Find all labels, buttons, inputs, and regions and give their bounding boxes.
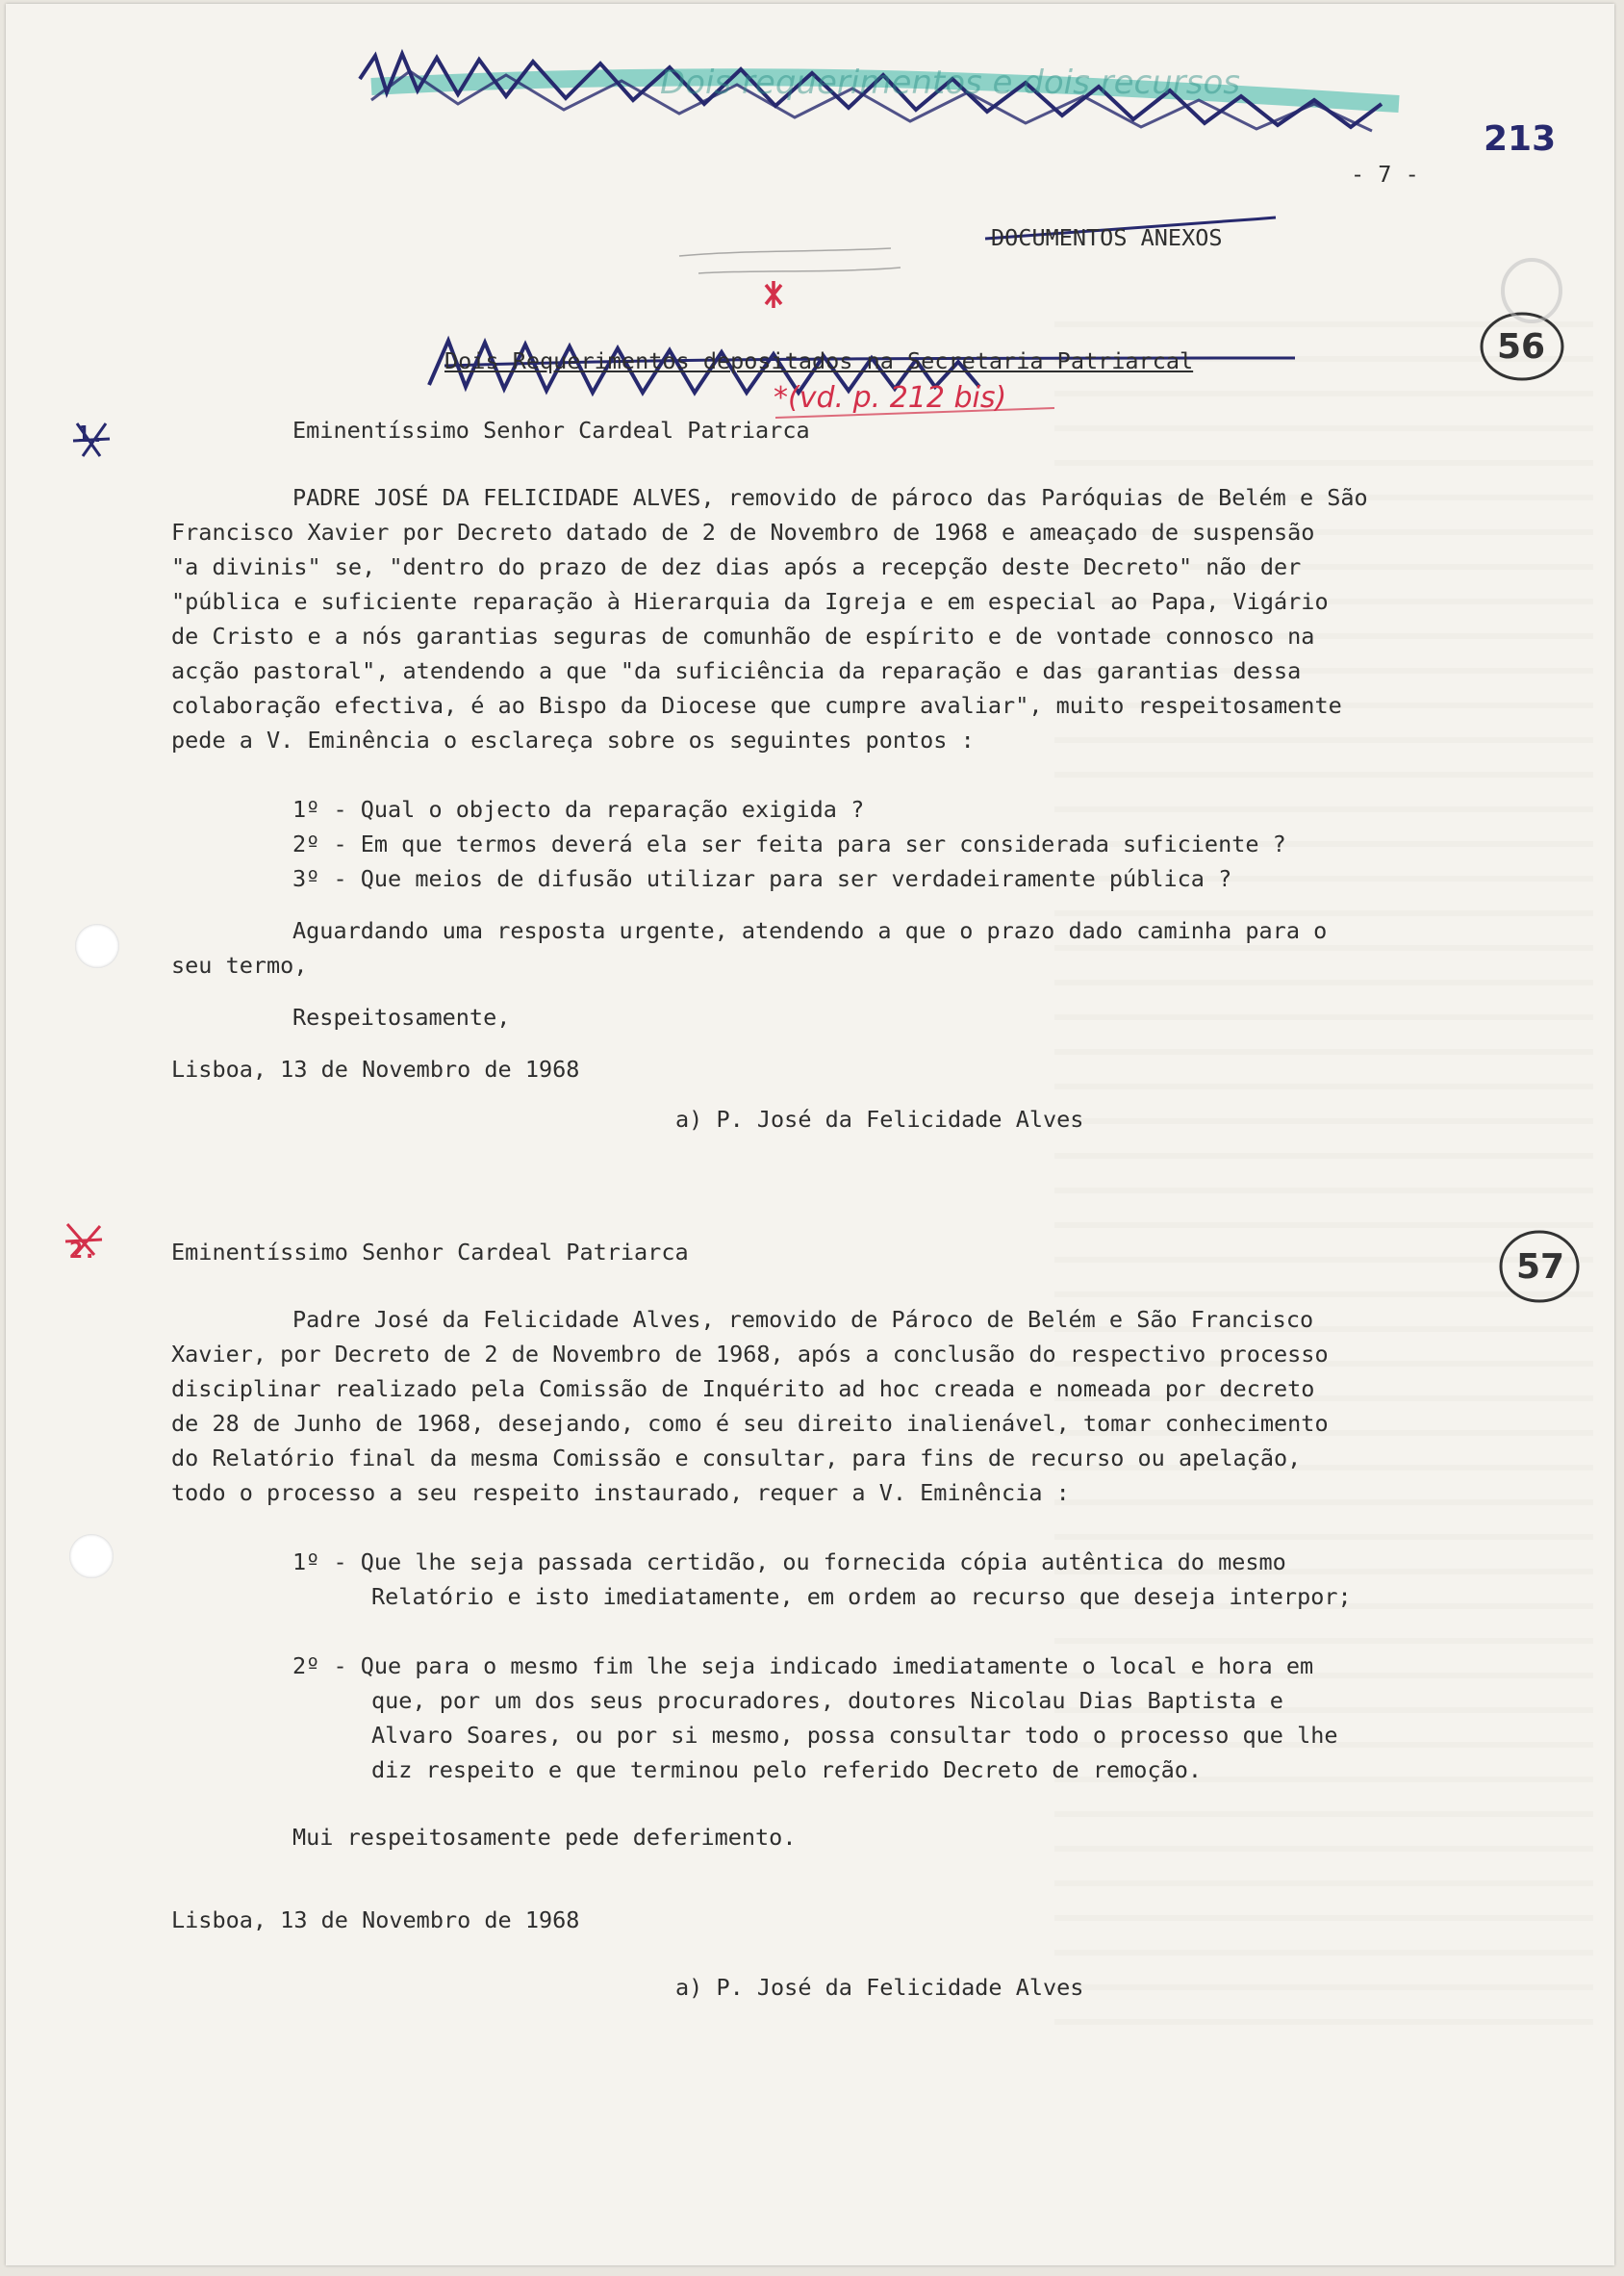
doc1-closing-line: seu termo, [171, 952, 308, 979]
doc1-body-line: pede a V. Eminência o esclareça sobre os seguintes pontos : [171, 727, 975, 754]
doc1-regards: Respeitosamente, [292, 1004, 511, 1031]
doc1-body-line: "pública e suficiente reparação à Hierarquia da Igreja e em especial ao Papa, Vigário [171, 588, 1329, 615]
doc2-date: Lisboa, 13 de Novembro de 1968 [171, 1906, 580, 1933]
section-heading: DOCUMENTOS ANEXOS [991, 224, 1223, 251]
doc2-point1-line: 1º - Que lhe seja passada certidão, ou fornecida cópia autêntica do mesmo [292, 1548, 1286, 1575]
reference-annotation: *(vd. p. 212 bis) [774, 381, 1007, 415]
doc2-body-line: todo o processo a seu respeito instaurado, requer a V. Eminência : [171, 1479, 1070, 1506]
doc2-body-line: disciplinar realizado pela Comissão de Inquérito ad hoc creada e nomeada por decreto [171, 1375, 1315, 1402]
pencil-note [679, 248, 901, 273]
doc1-body-line: Francisco Xavier por Decreto datado de 2 de Novembro de 1968 e ameaçado de suspensão [171, 519, 1315, 546]
doc2-body-line: de 28 de Junho de 1968, desejando, como é seu direito inalienável, tomar conhecimento [171, 1410, 1329, 1437]
doc2-body-line: do Relatório final da mesma Comissão e consultar, para fins de recurso ou apelação, [171, 1445, 1302, 1471]
doc1-body-line: acção pastoral", atendendo a que "da suficiência da reparação e das garantias dessa [171, 657, 1302, 684]
handwritten-annotation: Dois requerimentos e dois recursos [660, 64, 1240, 102]
doc1-point: 2º - Em que termos deverá ela ser feita para ser considerada suficiente ? [292, 831, 1286, 857]
doc2-salutation: Eminentíssimo Senhor Cardeal Patriarca [171, 1239, 689, 1266]
doc1-body-line: colaboração efectiva, é ao Bispo da Diocese que cumpre avaliar", muito respeitosamente [171, 692, 1342, 719]
subheading: Dois Requerimentos depositados na Secretaria Patriarcal [444, 347, 1194, 374]
doc2-body-line: Xavier, por Decreto de 2 de Novembro de 1968, após a conclusão do respectivo processo [171, 1341, 1329, 1368]
doc1-body-line: de Cristo e a nós garantias seguras de comunhão de espírito e de vontade connosco na [171, 623, 1315, 650]
doc2-body-line: Padre José da Felicidade Alves, removido de Pároco de Belém e São Francisco [292, 1306, 1314, 1333]
folio-number-56: 56 [1497, 327, 1546, 367]
doc1-signature: a) P. José da Felicidade Alves [675, 1106, 1084, 1133]
doc2-request: Mui respeitosamente pede deferimento. [292, 1824, 797, 1851]
doc1-date: Lisboa, 13 de Novembro de 1968 [171, 1056, 580, 1083]
faint-stamp [1503, 260, 1561, 321]
doc2-point2-line: que, por um dos seus procuradores, doutores Nicolau Dias Baptista e [371, 1687, 1283, 1714]
doc1-marker: 1. [77, 421, 105, 448]
document-page [6, 4, 1614, 2265]
page-number: - 7 - [1351, 161, 1419, 188]
red-mark-heading [766, 281, 781, 308]
doc2-point2-line: Alvaro Soares, ou por si mesmo, possa consultar todo o processo que lhe [371, 1722, 1338, 1749]
doc1-closing-line: Aguardando uma resposta urgente, atendendo a que o prazo dado caminha para o [292, 917, 1328, 944]
doc2-point2-line: diz respeito e que terminou pelo referido Decreto de remoção. [371, 1756, 1203, 1783]
doc1-body-line: PADRE JOSÉ DA FELICIDADE ALVES, removido de pároco das Paróquias de Belém e São [292, 484, 1368, 511]
doc2-signature: a) P. José da Felicidade Alves [675, 1974, 1084, 2001]
doc1-salutation: Eminentíssimo Senhor Cardeal Patriarca [292, 417, 810, 444]
folio-number-57: 57 [1516, 1247, 1565, 1287]
doc2-point2-line: 2º - Que para o mesmo fim lhe seja indicado imediatamente o local e hora em [292, 1652, 1314, 1679]
doc1-point: 1º - Qual o objecto da reparação exigida ? [292, 796, 865, 823]
doc1-body-line: "a divinis" se, "dentro do prazo de dez dias após a recepção deste Decreto" não der [171, 553, 1302, 580]
archive-number: 213 [1484, 119, 1557, 159]
doc1-point: 3º - Que meios de difusão utilizar para ser verdadeiramente pública ? [292, 865, 1232, 892]
doc2-point1-line: Relatório e isto imediatamente, em ordem ao recurso que deseja interpor; [371, 1583, 1352, 1610]
doc2-marker: 2. [69, 1237, 97, 1264]
